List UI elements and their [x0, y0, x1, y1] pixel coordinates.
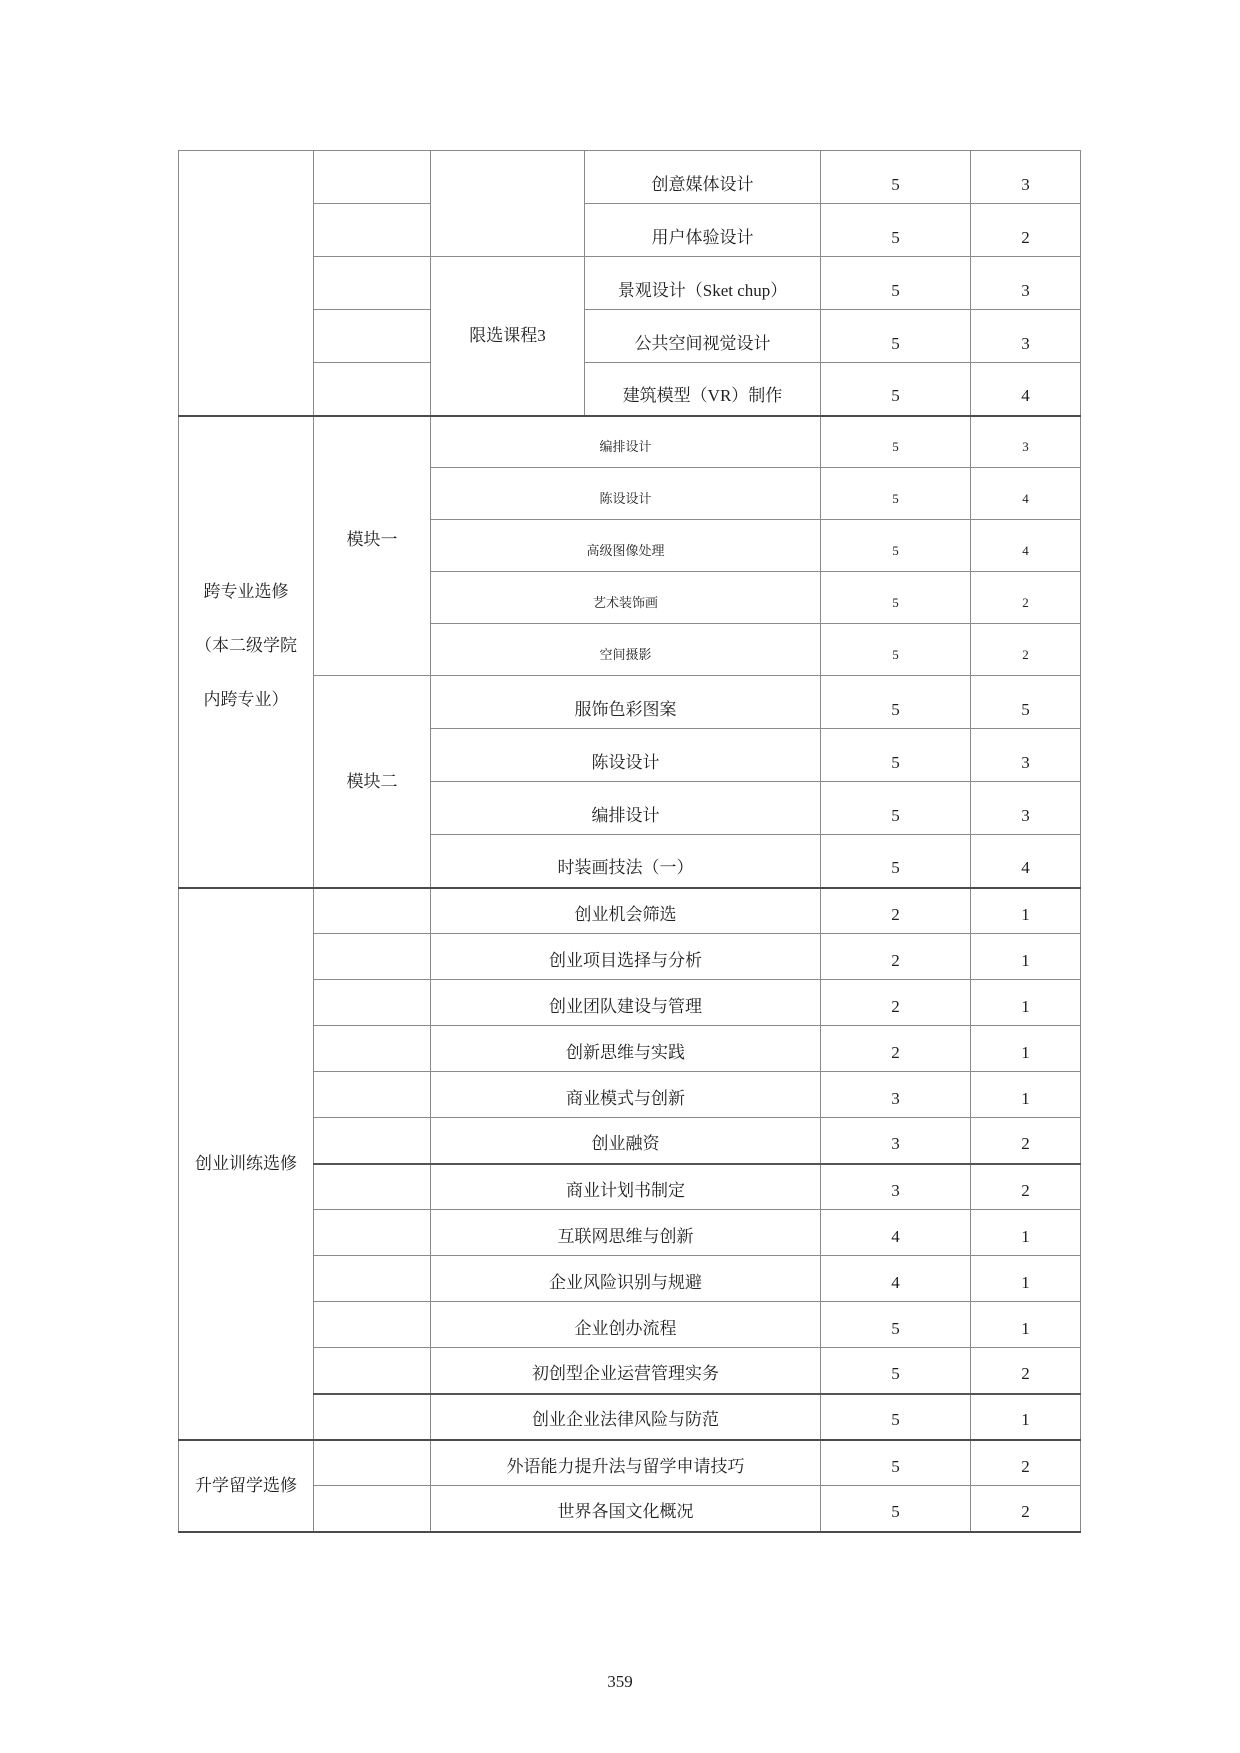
- num-col1-cell: 4: [821, 1256, 971, 1302]
- num-col2-cell: 4: [971, 835, 1081, 888]
- course-cell: 世界各国文化概况: [431, 1486, 821, 1532]
- num-col1-cell: 5: [821, 729, 971, 782]
- table-row: [179, 416, 1081, 468]
- num-col1-cell: 5: [821, 1302, 971, 1348]
- module-cell: 模块二: [314, 676, 431, 888]
- table-row: [179, 1072, 1081, 1118]
- num-col1-cell: 5: [821, 310, 971, 363]
- num-col2-cell: 4: [971, 468, 1081, 520]
- table-row: [179, 204, 1081, 257]
- course-cell: 空间摄影: [431, 624, 821, 676]
- num-col1-cell: 5: [821, 1486, 971, 1532]
- num-col2-cell: 1: [971, 1210, 1081, 1256]
- num-col1-cell: 4: [821, 1210, 971, 1256]
- num-col2-cell: 2: [971, 204, 1081, 257]
- num-col2-cell: 3: [971, 416, 1081, 468]
- num-col2-cell: 3: [971, 310, 1081, 363]
- empty-cell: [314, 1164, 431, 1210]
- table-row: [179, 676, 1081, 729]
- table-row: [179, 1118, 1081, 1164]
- num-col2-cell: 2: [971, 1440, 1081, 1486]
- course-cell: 编排设计: [431, 416, 821, 468]
- num-col2-cell: 4: [971, 363, 1081, 416]
- table-row: [179, 1026, 1081, 1072]
- num-col1-cell: 5: [821, 468, 971, 520]
- num-col2-cell: 1: [971, 1394, 1081, 1440]
- empty-cell: [314, 1302, 431, 1348]
- course-cell: 建筑模型（VR）制作: [585, 363, 821, 416]
- empty-cell: [314, 1256, 431, 1302]
- empty-cell: [314, 363, 431, 416]
- table-row: [179, 1394, 1081, 1440]
- num-col1-cell: 2: [821, 1026, 971, 1072]
- course-cell: 创业机会筛选: [431, 888, 821, 934]
- course-cell: 创业企业法律风险与防范: [431, 1394, 821, 1440]
- num-col2-cell: 2: [971, 624, 1081, 676]
- table-row: [179, 1164, 1081, 1210]
- elective-group-cell: 限选课程3: [431, 257, 585, 416]
- num-col1-cell: 5: [821, 416, 971, 468]
- num-col1-cell: 5: [821, 676, 971, 729]
- elective-group-cell: [431, 151, 585, 257]
- empty-cell: [314, 1210, 431, 1256]
- num-col2-cell: 1: [971, 1026, 1081, 1072]
- table-row: [179, 1440, 1081, 1486]
- table-row: [179, 1348, 1081, 1394]
- course-elective-table: [178, 150, 1081, 1533]
- num-col2-cell: 3: [971, 729, 1081, 782]
- course-cell: 时装画技法（一）: [431, 835, 821, 888]
- num-col2-cell: 2: [971, 1118, 1081, 1164]
- course-cell: 景观设计（Sket chup）: [585, 257, 821, 310]
- course-cell: 陈设设计: [431, 729, 821, 782]
- page-number: 359: [607, 1672, 633, 1691]
- num-col2-cell: 1: [971, 1072, 1081, 1118]
- course-cell: 编排设计: [431, 782, 821, 835]
- num-col2-cell: 1: [971, 1256, 1081, 1302]
- num-col1-cell: 5: [821, 363, 971, 416]
- course-cell: 创意媒体设计: [585, 151, 821, 204]
- course-cell: 创新思维与实践: [431, 1026, 821, 1072]
- course-cell: 创业项目选择与分析: [431, 934, 821, 980]
- table-row: [179, 310, 1081, 363]
- empty-cell: [314, 980, 431, 1026]
- num-col2-cell: 5: [971, 676, 1081, 729]
- num-col2-cell: 2: [971, 1164, 1081, 1210]
- num-col1-cell: 5: [821, 1348, 971, 1394]
- table-row: [179, 1486, 1081, 1532]
- empty-cell: [314, 1394, 431, 1440]
- course-cell: 服饰色彩图案: [431, 676, 821, 729]
- course-cell: 企业创办流程: [431, 1302, 821, 1348]
- num-col2-cell: 4: [971, 520, 1081, 572]
- empty-cell: [314, 204, 431, 257]
- table-row: [179, 151, 1081, 204]
- course-cell: 用户体验设计: [585, 204, 821, 257]
- num-col1-cell: 5: [821, 520, 971, 572]
- empty-cell: [314, 1348, 431, 1394]
- num-col2-cell: 1: [971, 980, 1081, 1026]
- course-cell: 互联网思维与创新: [431, 1210, 821, 1256]
- num-col1-cell: 3: [821, 1072, 971, 1118]
- num-col1-cell: 5: [821, 624, 971, 676]
- num-col1-cell: 5: [821, 782, 971, 835]
- num-col1-cell: 5: [821, 257, 971, 310]
- section-label-cell: [179, 416, 314, 888]
- empty-cell: [314, 1072, 431, 1118]
- num-col1-cell: 2: [821, 934, 971, 980]
- num-col2-cell: 3: [971, 151, 1081, 204]
- num-col2-cell: 2: [971, 1348, 1081, 1394]
- num-col1-cell: 2: [821, 980, 971, 1026]
- course-cell: 陈设设计: [431, 468, 821, 520]
- course-cell: 商业模式与创新: [431, 1072, 821, 1118]
- course-cell: 企业风险识别与规避: [431, 1256, 821, 1302]
- num-col2-cell: 1: [971, 1302, 1081, 1348]
- course-cell: 商业计划书制定: [431, 1164, 821, 1210]
- section-label-line: 跨专业选修: [203, 581, 289, 601]
- empty-cell: [314, 934, 431, 980]
- num-col1-cell: 5: [821, 835, 971, 888]
- num-col1-cell: 3: [821, 1118, 971, 1164]
- table-row: [179, 1302, 1081, 1348]
- empty-cell: [314, 151, 431, 204]
- course-cell: 创业融资: [431, 1118, 821, 1164]
- empty-cell: [314, 1026, 431, 1072]
- section-label-cell: 创业训练选修: [179, 888, 314, 1440]
- empty-cell: [314, 1440, 431, 1486]
- course-cell: 外语能力提升法与留学申请技巧: [431, 1440, 821, 1486]
- section-label-line: （本二级学院: [195, 635, 297, 655]
- course-cell: 高级图像处理: [431, 520, 821, 572]
- course-cell: 创业团队建设与管理: [431, 980, 821, 1026]
- num-col1-cell: 5: [821, 1440, 971, 1486]
- section-label-line: 内跨专业）: [203, 689, 289, 709]
- num-col2-cell: 3: [971, 257, 1081, 310]
- section-label-cell: [179, 151, 314, 416]
- table-row: [179, 934, 1081, 980]
- table-row: [179, 980, 1081, 1026]
- empty-cell: [314, 888, 431, 934]
- table-row: [179, 257, 1081, 310]
- num-col2-cell: 1: [971, 934, 1081, 980]
- course-cell: 艺术装饰画: [431, 572, 821, 624]
- module-cell: 模块一: [314, 416, 431, 676]
- num-col1-cell: 3: [821, 1164, 971, 1210]
- num-col1-cell: 5: [821, 572, 971, 624]
- num-col2-cell: 3: [971, 782, 1081, 835]
- num-col2-cell: 1: [971, 888, 1081, 934]
- num-col2-cell: 2: [971, 572, 1081, 624]
- table-row: [179, 888, 1081, 934]
- empty-cell: [314, 310, 431, 363]
- empty-cell: [314, 1118, 431, 1164]
- empty-cell: [314, 257, 431, 310]
- course-cell: 初创型企业运营管理实务: [431, 1348, 821, 1394]
- section-label-cell: 升学留学选修: [179, 1440, 314, 1532]
- course-cell: 公共空间视觉设计: [585, 310, 821, 363]
- empty-cell: [314, 1486, 431, 1532]
- num-col2-cell: 2: [971, 1486, 1081, 1532]
- num-col1-cell: 5: [821, 204, 971, 257]
- num-col1-cell: 2: [821, 888, 971, 934]
- table-row: [179, 1210, 1081, 1256]
- num-col1-cell: 5: [821, 151, 971, 204]
- table-row: [179, 1256, 1081, 1302]
- num-col1-cell: 5: [821, 1394, 971, 1440]
- table-row: [179, 363, 1081, 416]
